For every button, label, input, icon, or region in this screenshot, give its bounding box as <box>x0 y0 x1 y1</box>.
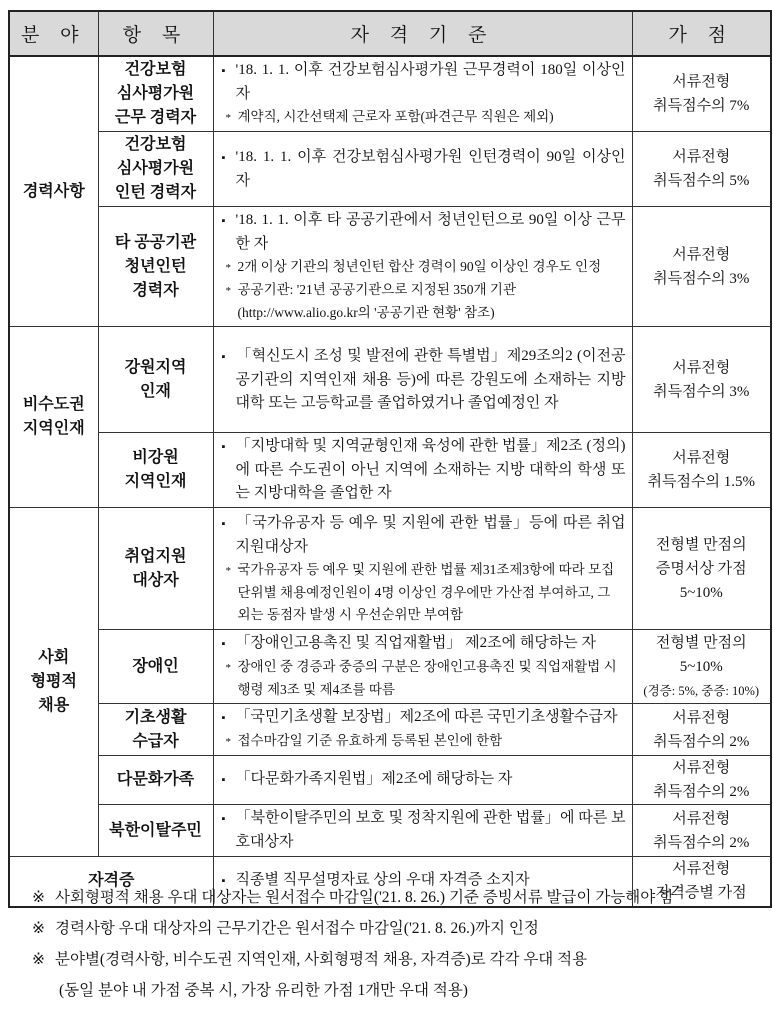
table-row <box>9 704 771 756</box>
criteria-cell <box>213 327 632 433</box>
field-cell: 경력사항 <box>9 56 98 327</box>
item-cell: 북한이탈주민 <box>98 805 213 857</box>
table-row <box>9 630 771 704</box>
item-cell: 건강보험 심사평가원 근무 경력자 <box>98 56 213 132</box>
preference-table <box>8 10 772 908</box>
criteria-cell <box>213 805 632 857</box>
field-cell: 비수도권 지역인재 <box>9 327 98 508</box>
criteria-note: * 공공기관: '21년 공공기관으로 지정된 350개 기관 (http://www.alio.go.kr의 '공공기관 현황' 참조) <box>222 279 626 324</box>
points-text: 전형별 만점의 5~10% <box>655 634 747 675</box>
footnote: ※ 경력사항 우대 대상자의 근무기간은 원서접수 마감일('21. 8. 26.)까지 인정 <box>32 913 772 944</box>
points-note: (경증: 5%, 중증: 10%) <box>643 683 760 698</box>
points-text: 서류전형 취득점수의 3% <box>653 246 750 287</box>
criteria-note: * 국가유공자 등 예우 및 지원에 관한 법률 제31조제3항에 따라 모집단위별 채용예정인원이 4명 이상인 경우에만 가산점 부여하고, 그 외는 동점자 발생 시 우선순위만 부여함 <box>222 559 626 626</box>
table-row <box>9 756 771 805</box>
criteria-bullet: ▪ 「장애인고용촉진 및 직업재활법」 제2조에 해당하는 자 <box>222 632 626 656</box>
points-cell <box>632 207 771 327</box>
criteria-cell <box>213 433 632 508</box>
criteria-bullet: ▪ 「국민기초생활 보장법」제2조에 따른 국민기초생활수급자 <box>222 706 626 730</box>
table-row <box>9 56 771 132</box>
points-cell <box>632 704 771 756</box>
criteria-cell <box>213 207 632 327</box>
points-cell <box>632 756 771 805</box>
table-row <box>9 327 771 433</box>
points-text: 서류전형 취득점수의 2% <box>653 810 750 851</box>
points-cell <box>632 805 771 857</box>
criteria-cell <box>213 630 632 704</box>
criteria-note: * 2개 이상 기관의 청년인턴 합산 경력이 90일 이상인 경우도 인정 <box>222 256 626 279</box>
item-cell: 다문화가족 <box>98 756 213 805</box>
field-cell: 사회 형평적 채용 <box>9 508 98 857</box>
header-points: 가 점 <box>632 11 771 56</box>
criteria-cell <box>213 704 632 756</box>
points-text: 서류전형 취득점수의 2% <box>653 760 750 800</box>
criteria-bullet: ▪ '18. 1. 1. 이후 건강보험심사평가원 인턴경력이 90일 이상인 자 <box>222 146 626 193</box>
criteria-cell <box>213 56 632 132</box>
footnotes <box>32 882 772 1006</box>
item-cell: 장애인 <box>98 630 213 704</box>
criteria-bullet: ▪ '18. 1. 1. 이후 타 공공기관에서 청년인턴으로 90일 이상 근무한 자 <box>222 209 626 256</box>
criteria-cell <box>213 132 632 207</box>
criteria-bullet: ▪ 「국가유공자 등 예우 및 지원에 관한 법률」등에 따른 취업지원대상자 <box>222 512 626 559</box>
table-row <box>9 508 771 630</box>
points-text: 서류전형 취득점수의 3% <box>653 359 750 400</box>
points-cell <box>632 327 771 433</box>
table-row <box>9 207 771 327</box>
points-cell <box>632 132 771 207</box>
points-text: 서류전형 취득점수의 7% <box>653 74 750 114</box>
criteria-bullet: ▪ 직종별 직무설명자료 상의 우대 자격증 소지자 <box>222 869 626 893</box>
header-field: 분 야 <box>9 11 98 56</box>
points-text: 서류전형 취득점수의 1.5% <box>647 450 755 490</box>
item-cell: 취업지원 대상자 <box>98 508 213 630</box>
table-row <box>9 805 771 857</box>
points-text: 서류전형 취득점수의 5% <box>653 149 750 189</box>
criteria-note: * 접수마감일 기준 유효하게 등록된 본인에 한함 <box>222 730 626 753</box>
table-row <box>9 433 771 508</box>
footnote: ※ 사회형평적 채용 우대 대상자는 원서접수 마감일('21. 8. 26.) 기준 증빙서류 발급이 가능해야 함 <box>32 882 772 913</box>
points-text: 서류전형 자격증별 가점 <box>655 861 747 902</box>
header-row <box>9 11 771 56</box>
field-cert: 자격증 <box>9 857 213 907</box>
item-cell: 타 공공기관 청년인턴 경력자 <box>98 207 213 327</box>
points-text: 전형별 만점의 증명서상 가점 5~10% <box>655 536 747 601</box>
item-cell: 건강보험 심사평가원 인턴 경력자 <box>98 132 213 207</box>
points-text: 서류전형 취득점수의 2% <box>653 709 750 750</box>
item-cell: 강원지역 인재 <box>98 327 213 433</box>
criteria-bullet: ▪ 「다문화가족지원법」제2조에 해당하는 자 <box>222 768 626 792</box>
points-cell <box>632 433 771 508</box>
criteria-cell <box>213 756 632 805</box>
criteria-bullet: ▪ 「지방대학 및 지역균형인재 육성에 관한 법률」제2조 (정의)에 따른 수도권이 아닌 지역에 소재하는 지방 대학의 학생 또는 지방대학을 졸업한 자 <box>222 435 626 505</box>
footnote: ※ 분야별(경력사항, 비수도권 지역인재, 사회형평적 채용, 자격증)로 각각 우대 적용 <box>32 944 772 975</box>
criteria-note: * 장애인 중 경증과 중증의 구분은 장애인고용촉진 및 직업재활법 시행령 제3조 및 제4조를 따름 <box>222 656 626 701</box>
table-row <box>9 132 771 207</box>
points-cell <box>632 508 771 630</box>
footnote-continued: (동일 분야 내 가점 중복 시, 가장 유리한 가점 1개만 우대 적용) <box>59 982 468 999</box>
item-cell: 기초생활 수급자 <box>98 704 213 756</box>
header-item: 항 목 <box>98 11 213 56</box>
criteria-bullet: ▪ 「북한이탈주민의 보호 및 정착지원에 관한 법률」에 따른 보호대상자 <box>222 807 626 854</box>
criteria-bullet: ▪ '18. 1. 1. 이후 건강보험심사평가원 근무경력이 180일 이상인 자 <box>222 59 626 106</box>
criteria-note: * 계약직, 시간선택제 근로자 포함(파견근무 직원은 제외) <box>222 106 626 129</box>
item-cell: 비강원 지역인재 <box>98 433 213 508</box>
criteria-bullet: ▪ 「혁신도시 조성 및 발전에 관한 특별법」제29조의2 (이전공공기관의 지역인재 채용 등)에 따른 강원도에 소재하는 지방대학 또는 고등학교를 졸업하였거나 졸업예정인 자 <box>222 345 626 415</box>
header-criteria: 자 격 기 준 <box>213 11 632 56</box>
criteria-cell <box>213 508 632 630</box>
points-cell <box>632 630 771 704</box>
points-cell <box>632 56 771 132</box>
